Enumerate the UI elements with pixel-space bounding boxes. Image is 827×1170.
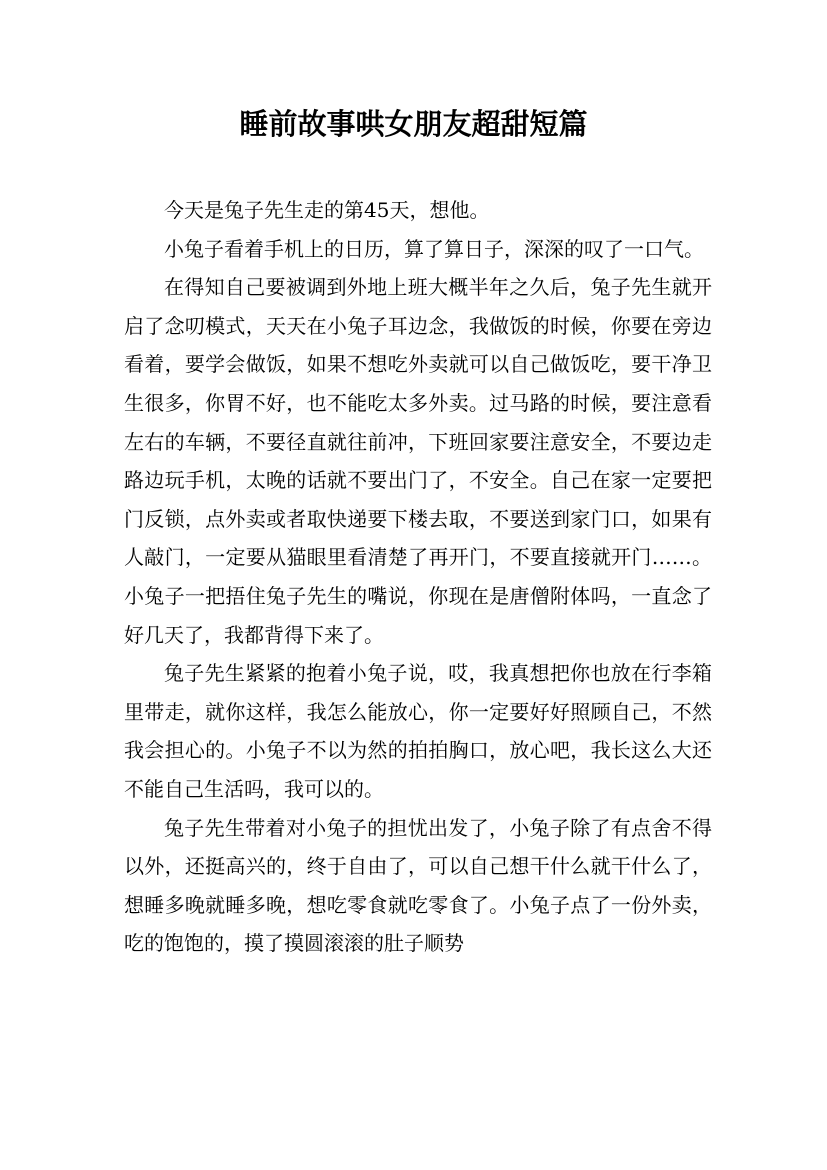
paragraph: 在得知自己要被调到外地上班大概半年之久后，兔子先生就开启了念叨模式，天天在小兔子耳边念，我做饭的时候，你要在旁边看着，要学会做饭，如果不想吃外卖就可以自己做饭吃，要干净卫生很多，你胃不好，也不能吃太多外卖。过马路的时候，要注意看左右的车辆，不要径直就往前冲，下班回家要注意安全，不要边走路边玩手机，太晚的话就不要出门了，不安全。自己在家一定要把门反锁，点外卖或者取快递要下楼去取，不要送到家门口，如果有人敲门，一定要从猫眼里看清楚了再开门，不要直接就开门……。小兔子一把捂住兔子先生的嘴说，你现在是唐僧附体吗，一直念了好几天了，我都背得下来了。 [124,275,712,647]
paragraph: 今天是兔子先生走的第45天，想他。 [164,198,490,222]
paragraph: 兔子先生紧紧的抱着小兔子说，哎，我真想把你也放在行李箱里带走，就你这样，我怎么能放心，你一定要好好照顾自己，不然我会担心的。小兔子不以为然的拍拍胸口，放心吧，我长这么大还不能自己生活吗，我可以的。 [124,661,712,801]
paragraph: 兔子先生带着对小兔子的担忧出发了，小兔子除了有点舍不得以外，还挺高兴的，终于自由了，可以自己想干什么就干什么了，想睡多晚就睡多晚，想吃零食就吃零食了。小兔子点了一份外卖，吃的饱饱的，摸了摸圆滚滚的肚子顺势 [124,815,712,956]
document-title: 睡前故事哄女朋友超甜短篇 [239,107,588,141]
document-body [124,191,712,963]
paragraph: 小兔子看着手机上的日历，算了算日子，深深的叹了一口气。 [164,236,704,261]
